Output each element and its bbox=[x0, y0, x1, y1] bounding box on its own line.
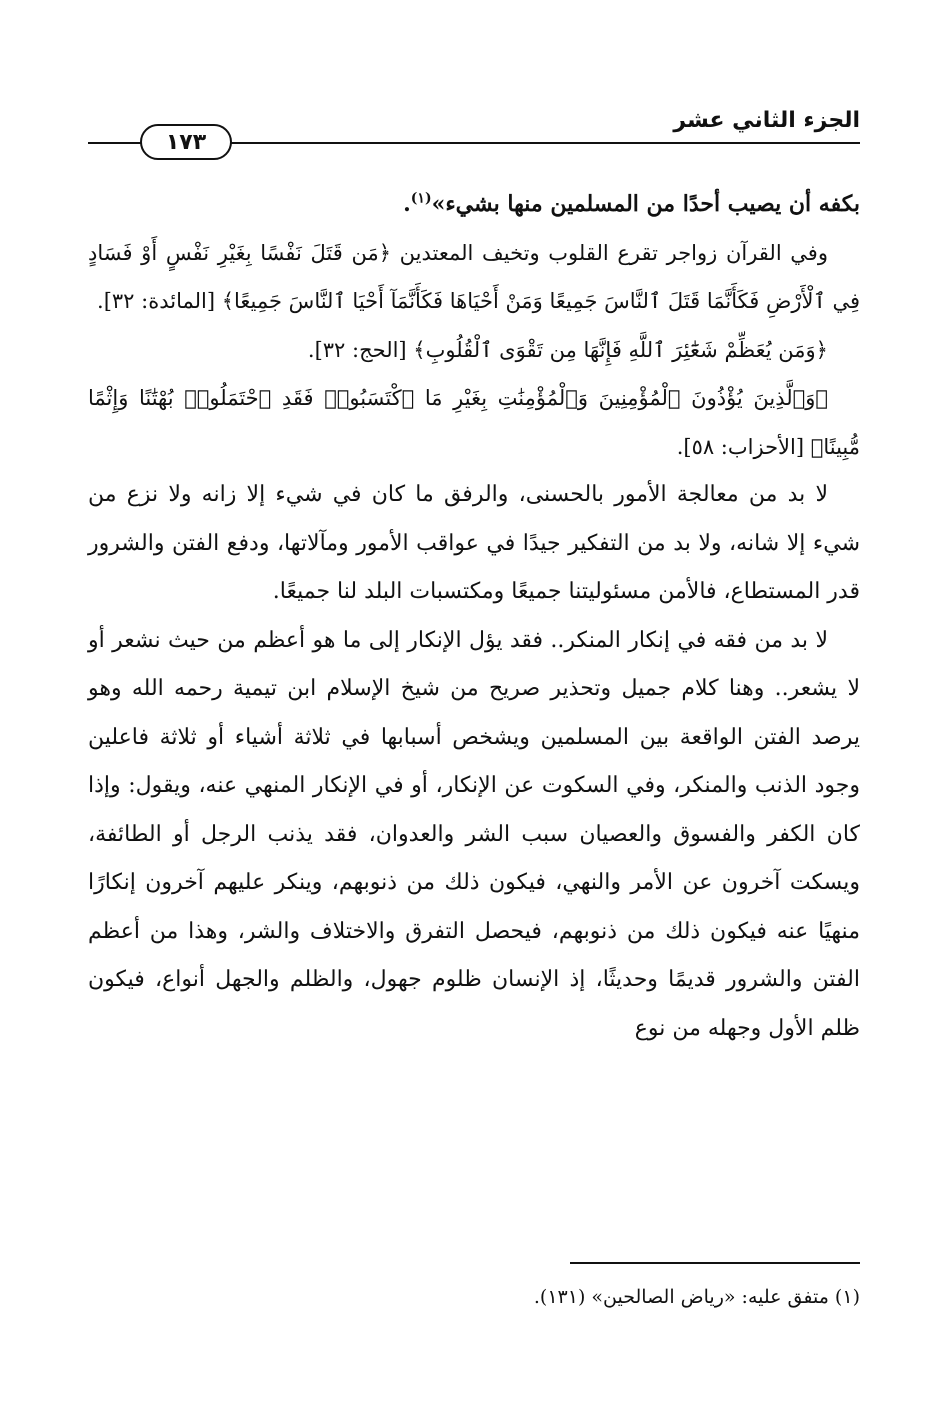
paragraph-ibn-taymiyyah: لا بد من فقه في إنكار المنكر.. فقد يؤل الإنكار إلى ما هو أعظم من حيث نشعر أو لا يشعر.. وهنا كلام جميل وتحذير صريح من شيخ الإسلام ابن تيمية رحمه الله وهو يرصد الفتن الواقعة بين المسلمين ويشخص أسبابها في ثلاثة أشياء أو ثلاثة فاعلين وجود الذنب والمنكر، وفي السكوت عن الإنكار، أو في الإنكار المنهي عنه، ويقول: وإذا كان الكفر والفسوق والعصيان سبب الشر والعدوان، فقد يذنب الرجل أو الطائفة، ويسكت آخرون عن الأمر والنهي، فيكون ذلك من ذنوبهم، وينكر عليهم آخرون إنكارًا منهيًا عنه فيكون ذلك من ذنوبهم، فيحصل التفرق والاختلاف والشر، وهذا من أعظم الفتن والشرور قديمًا وحديثًا، إذ الإنسان ظلوم جهول، والظلم والجهل أنواع، فيكون ظلم الأول وجهله من نوع bbox=[88, 627, 860, 1041]
footnote-marker: (١) bbox=[410, 190, 432, 207]
main-text bbox=[88, 180, 860, 1053]
paragraph-quran-maidah: وفي القرآن زواجر تقرع القلوب وتخيف المعتدين ﴿مَن قَتَلَ نَفْسًا بِغَيْرِ نَفْسٍ أَوْ فَسَادٍ فِي ٱلْأَرْضِ فَكَأَنَّمَا قَتَلَ ٱلنَّاسَ جَمِيعًا وَمَنْ أَحْيَاهَا فَكَأَنَّمَآ أَحْيَا ٱلنَّاسَ جَمِيعًا﴾ [المائدة: ٣٢]. bbox=[88, 240, 860, 313]
page-number-badge: ١٧٣ bbox=[140, 124, 232, 160]
paragraph-quran-hajj: ﴿وَمَن يُعَظِّمْ شَعَٰٓئِرَ ٱللَّهِ فَإِنَّهَا مِن تَقْوَى ٱلْقُلُوبِ﴾ [الحج: ٣٢]. bbox=[307, 337, 828, 362]
paragraph-punctuation: . bbox=[403, 191, 411, 217]
paragraph-wisdom: لا بد من معالجة الأمور بالحسنى، والرفق ما كان في شيء إلا زانه ولا نزع من شيء إلا شانه، ولا بد من التفكير جيدًا في عواقب الأمور ومآلاتها، ودفع الفتن والشرور قدر المستطاع، فالأمن مسئوليتنا جميعًا ومكتسبات البلد لنا جميعًا. bbox=[88, 482, 860, 604]
paragraph-text: بكفه أن يصيب أحدًا من المسلمين منها بشيء» bbox=[431, 191, 860, 217]
footnote: (١) متفق عليه: «رياض الصالحين» (١٣١). bbox=[533, 1286, 860, 1308]
running-header-title: الجزء الثاني عشر bbox=[673, 108, 860, 133]
footnote-divider bbox=[570, 1262, 860, 1264]
paragraph-hadith-end bbox=[88, 180, 860, 229]
paragraph-quran-ahzab: ﴿وَٱلَّذِينَ يُؤْذُونَ ٱلْمُؤْمِنِينَ وَٱلْمُؤْمِنَٰتِ بِغَيْرِ مَا ٱكْتَسَبُوا۟ فَقَدِ ٱحْتَمَلُوا۟ بُهْتَٰنًا وَإِثْمًا مُّبِينًا﴾ [الأحزاب: ٥٨]. bbox=[88, 386, 860, 459]
